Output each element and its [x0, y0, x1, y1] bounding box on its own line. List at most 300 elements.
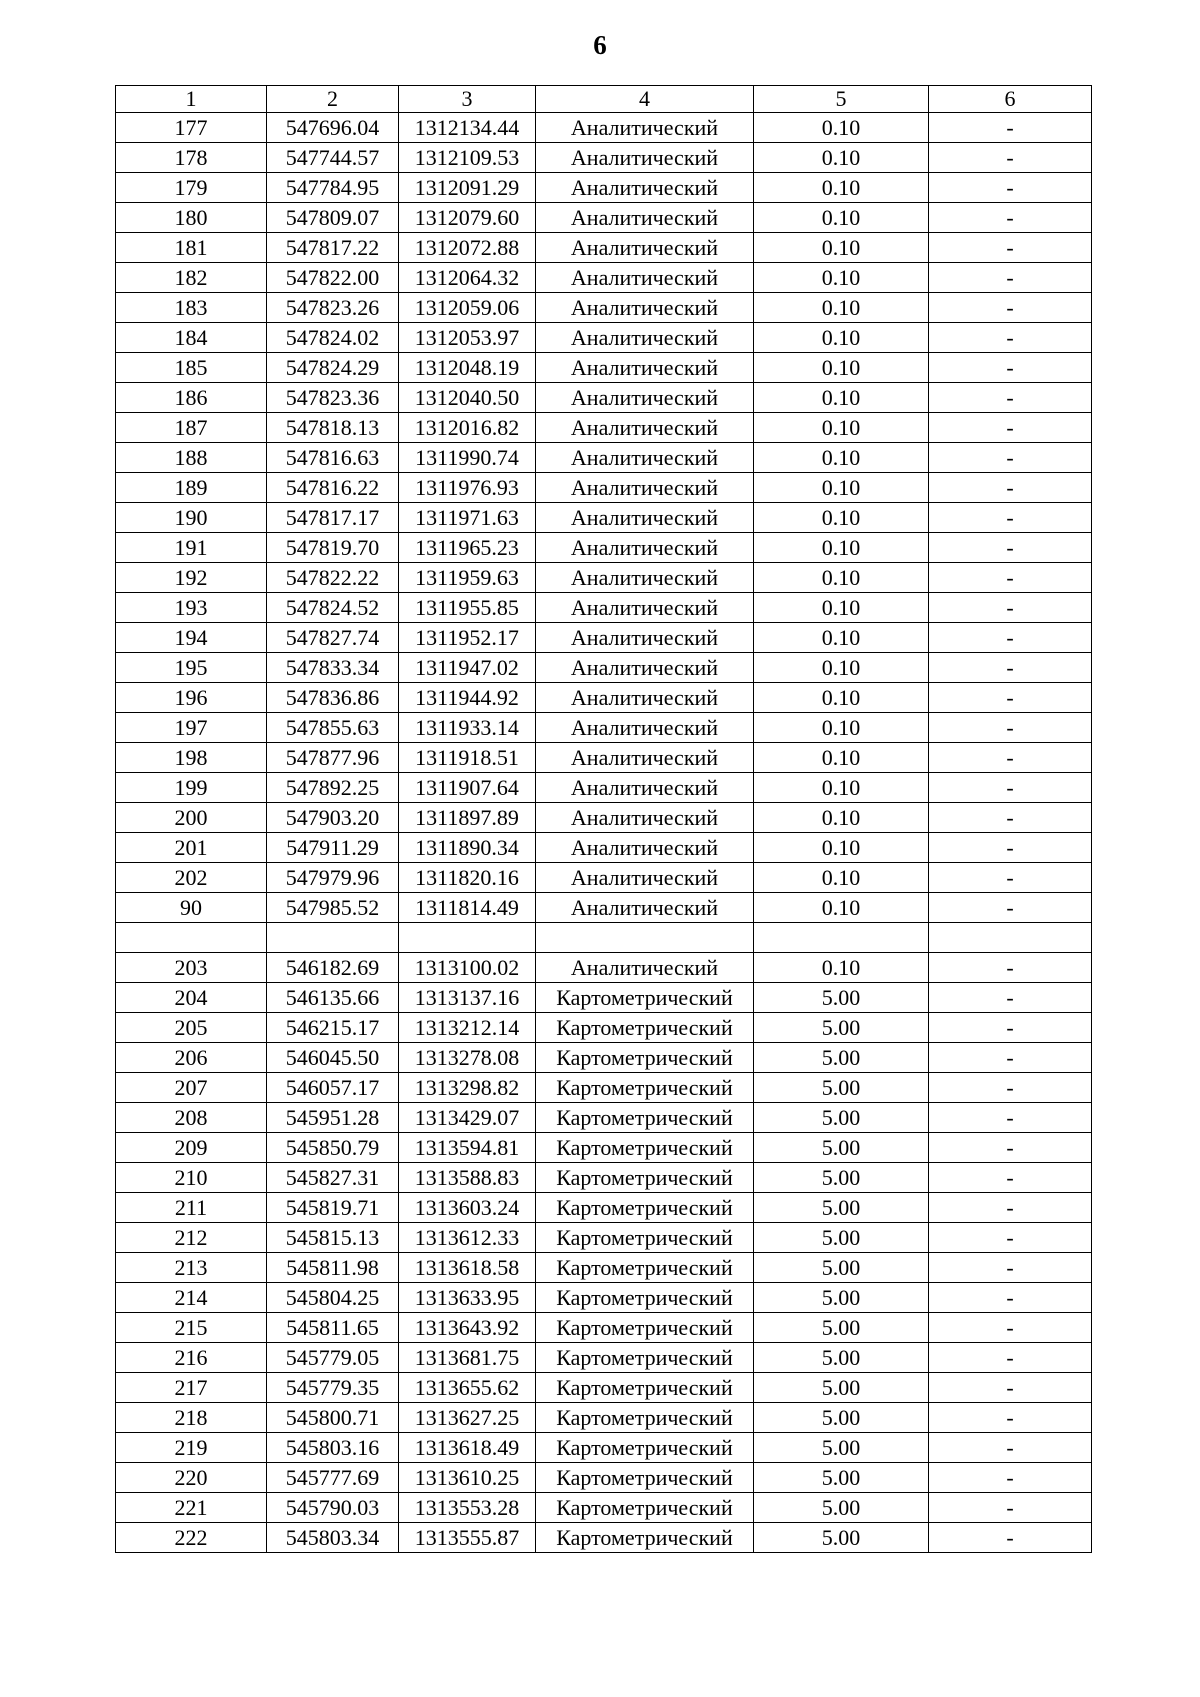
table-row [116, 1313, 1092, 1343]
accuracy-cell: 5.00 [754, 1493, 929, 1523]
method-cell: Аналитический [536, 293, 754, 323]
x-coordinate-cell: 545811.65 [267, 1313, 399, 1343]
note-cell: - [929, 1253, 1092, 1283]
note-cell [929, 923, 1092, 953]
point-number-cell: 219 [116, 1433, 267, 1463]
point-number-cell: 194 [116, 623, 267, 653]
y-coordinate-cell: 1313588.83 [399, 1163, 536, 1193]
table-row [116, 1283, 1092, 1313]
x-coordinate-cell: 547892.25 [267, 773, 399, 803]
table-row [116, 1133, 1092, 1163]
x-coordinate-cell: 545803.34 [267, 1523, 399, 1553]
accuracy-cell: 0.10 [754, 623, 929, 653]
accuracy-cell: 0.10 [754, 353, 929, 383]
note-cell: - [929, 683, 1092, 713]
column-header: 1 [116, 86, 267, 113]
table-row [116, 353, 1092, 383]
table-row [116, 293, 1092, 323]
point-number-cell: 182 [116, 263, 267, 293]
x-coordinate-cell: 547877.96 [267, 743, 399, 773]
point-number-cell: 192 [116, 563, 267, 593]
table-row [116, 1163, 1092, 1193]
y-coordinate-cell: 1313603.24 [399, 1193, 536, 1223]
method-cell: Аналитический [536, 773, 754, 803]
note-cell: - [929, 1133, 1092, 1163]
note-cell: - [929, 713, 1092, 743]
accuracy-cell: 0.10 [754, 383, 929, 413]
table-row [116, 1013, 1092, 1043]
accuracy-cell: 0.10 [754, 713, 929, 743]
x-coordinate-cell: 546182.69 [267, 953, 399, 983]
accuracy-cell: 0.10 [754, 803, 929, 833]
method-cell: Аналитический [536, 503, 754, 533]
table-row [116, 593, 1092, 623]
note-cell: - [929, 773, 1092, 803]
accuracy-cell: 0.10 [754, 833, 929, 863]
y-coordinate-cell: 1312048.19 [399, 353, 536, 383]
x-coordinate-cell: 545815.13 [267, 1223, 399, 1253]
y-coordinate-cell: 1313212.14 [399, 1013, 536, 1043]
x-coordinate-cell: 547911.29 [267, 833, 399, 863]
table-row [116, 803, 1092, 833]
note-cell: - [929, 413, 1092, 443]
y-coordinate-cell: 1311971.63 [399, 503, 536, 533]
table-row [116, 1073, 1092, 1103]
y-coordinate-cell: 1313643.92 [399, 1313, 536, 1343]
table-row [116, 1523, 1092, 1553]
note-cell: - [929, 1163, 1092, 1193]
point-number-cell: 180 [116, 203, 267, 233]
x-coordinate-cell: 547823.26 [267, 293, 399, 323]
x-coordinate-cell: 547824.52 [267, 593, 399, 623]
method-cell: Аналитический [536, 863, 754, 893]
y-coordinate-cell: 1313298.82 [399, 1073, 536, 1103]
note-cell: - [929, 863, 1092, 893]
method-cell: Картометрический [536, 1343, 754, 1373]
y-coordinate-cell: 1313610.25 [399, 1463, 536, 1493]
method-cell: Аналитический [536, 803, 754, 833]
table-row [116, 1343, 1092, 1373]
accuracy-cell: 5.00 [754, 1343, 929, 1373]
point-number-cell: 202 [116, 863, 267, 893]
note-cell: - [929, 503, 1092, 533]
note-cell: - [929, 203, 1092, 233]
table-row [116, 1373, 1092, 1403]
y-coordinate-cell: 1312053.97 [399, 323, 536, 353]
note-cell: - [929, 383, 1092, 413]
table-row [116, 173, 1092, 203]
x-coordinate-cell: 547822.00 [267, 263, 399, 293]
method-cell: Аналитический [536, 893, 754, 923]
accuracy-cell: 5.00 [754, 1253, 929, 1283]
note-cell: - [929, 833, 1092, 863]
header-row [116, 86, 1092, 113]
x-coordinate-cell: 547823.36 [267, 383, 399, 413]
x-coordinate-cell: 547816.63 [267, 443, 399, 473]
x-coordinate-cell: 547744.57 [267, 143, 399, 173]
y-coordinate-cell: 1311897.89 [399, 803, 536, 833]
accuracy-cell: 5.00 [754, 1223, 929, 1253]
method-cell: Картометрический [536, 1313, 754, 1343]
note-cell: - [929, 113, 1092, 143]
table-row [116, 473, 1092, 503]
y-coordinate-cell: 1311944.92 [399, 683, 536, 713]
note-cell: - [929, 623, 1092, 653]
accuracy-cell: 0.10 [754, 593, 929, 623]
table-row [116, 503, 1092, 533]
x-coordinate-cell: 545819.71 [267, 1193, 399, 1223]
method-cell: Аналитический [536, 113, 754, 143]
table-row [116, 1493, 1092, 1523]
point-number-cell: 221 [116, 1493, 267, 1523]
note-cell: - [929, 893, 1092, 923]
x-coordinate-cell: 546135.66 [267, 983, 399, 1013]
note-cell: - [929, 1223, 1092, 1253]
y-coordinate-cell: 1313618.58 [399, 1253, 536, 1283]
table-row [116, 533, 1092, 563]
point-number-cell [116, 923, 267, 953]
x-coordinate-cell: 547824.29 [267, 353, 399, 383]
point-number-cell: 201 [116, 833, 267, 863]
note-cell: - [929, 1343, 1092, 1373]
method-cell: Аналитический [536, 743, 754, 773]
table-row [116, 863, 1092, 893]
method-cell: Аналитический [536, 953, 754, 983]
point-number-cell: 210 [116, 1163, 267, 1193]
method-cell: Аналитический [536, 143, 754, 173]
accuracy-cell: 0.10 [754, 203, 929, 233]
note-cell: - [929, 1283, 1092, 1313]
accuracy-cell: 0.10 [754, 473, 929, 503]
x-coordinate-cell: 545800.71 [267, 1403, 399, 1433]
method-cell: Картометрический [536, 1283, 754, 1313]
method-cell: Аналитический [536, 713, 754, 743]
point-number-cell: 205 [116, 1013, 267, 1043]
method-cell: Картометрический [536, 1523, 754, 1553]
accuracy-cell: 0.10 [754, 293, 929, 323]
table-row [116, 1403, 1092, 1433]
y-coordinate-cell: 1313633.95 [399, 1283, 536, 1313]
column-header: 2 [267, 86, 399, 113]
column-header: 6 [929, 86, 1092, 113]
method-cell: Аналитический [536, 383, 754, 413]
y-coordinate-cell: 1311965.23 [399, 533, 536, 563]
method-cell: Картометрический [536, 1133, 754, 1163]
y-coordinate-cell: 1312040.50 [399, 383, 536, 413]
method-cell: Аналитический [536, 833, 754, 863]
method-cell: Аналитический [536, 203, 754, 233]
table-row [116, 113, 1092, 143]
y-coordinate-cell: 1312059.06 [399, 293, 536, 323]
point-number-cell: 200 [116, 803, 267, 833]
table-row [116, 563, 1092, 593]
note-cell: - [929, 443, 1092, 473]
accuracy-cell: 5.00 [754, 1193, 929, 1223]
x-coordinate-cell: 546045.50 [267, 1043, 399, 1073]
y-coordinate-cell: 1312079.60 [399, 203, 536, 233]
point-number-cell: 214 [116, 1283, 267, 1313]
method-cell: Аналитический [536, 353, 754, 383]
table-row [116, 833, 1092, 863]
table-row [116, 143, 1092, 173]
accuracy-cell: 0.10 [754, 563, 929, 593]
method-cell: Аналитический [536, 473, 754, 503]
point-number-cell: 191 [116, 533, 267, 563]
x-coordinate-cell: 545777.69 [267, 1463, 399, 1493]
x-coordinate-cell [267, 923, 399, 953]
method-cell: Картометрический [536, 983, 754, 1013]
note-cell: - [929, 1493, 1092, 1523]
accuracy-cell: 0.10 [754, 143, 929, 173]
x-coordinate-cell: 545804.25 [267, 1283, 399, 1313]
table-row [116, 413, 1092, 443]
method-cell: Аналитический [536, 263, 754, 293]
method-cell: Картометрический [536, 1223, 754, 1253]
y-coordinate-cell: 1311952.17 [399, 623, 536, 653]
y-coordinate-cell: 1311955.85 [399, 593, 536, 623]
y-coordinate-cell: 1313612.33 [399, 1223, 536, 1253]
point-number-cell: 187 [116, 413, 267, 443]
table-row [116, 713, 1092, 743]
x-coordinate-cell: 545779.35 [267, 1373, 399, 1403]
point-number-cell: 220 [116, 1463, 267, 1493]
x-coordinate-cell: 545811.98 [267, 1253, 399, 1283]
coordinates-table-body [116, 86, 1092, 1553]
accuracy-cell [754, 923, 929, 953]
table-row [116, 1433, 1092, 1463]
y-coordinate-cell: 1313278.08 [399, 1043, 536, 1073]
method-cell: Аналитический [536, 593, 754, 623]
method-cell: Картометрический [536, 1043, 754, 1073]
table-row [116, 203, 1092, 233]
accuracy-cell: 0.10 [754, 683, 929, 713]
column-header: 4 [536, 86, 754, 113]
point-number-cell: 216 [116, 1343, 267, 1373]
point-number-cell: 212 [116, 1223, 267, 1253]
method-cell: Картометрический [536, 1103, 754, 1133]
x-coordinate-cell: 547833.34 [267, 653, 399, 683]
point-number-cell: 209 [116, 1133, 267, 1163]
table-row [116, 233, 1092, 263]
y-coordinate-cell [399, 923, 536, 953]
method-cell: Аналитический [536, 413, 754, 443]
point-number-cell: 218 [116, 1403, 267, 1433]
point-number-cell: 184 [116, 323, 267, 353]
table-row [116, 923, 1092, 953]
point-number-cell: 197 [116, 713, 267, 743]
note-cell: - [929, 743, 1092, 773]
point-number-cell: 217 [116, 1373, 267, 1403]
accuracy-cell: 0.10 [754, 533, 929, 563]
table-row [116, 893, 1092, 923]
column-header: 5 [754, 86, 929, 113]
y-coordinate-cell: 1312091.29 [399, 173, 536, 203]
x-coordinate-cell: 547817.17 [267, 503, 399, 533]
point-number-cell: 198 [116, 743, 267, 773]
accuracy-cell: 5.00 [754, 1403, 929, 1433]
page-number: 6 [593, 30, 607, 60]
y-coordinate-cell: 1312072.88 [399, 233, 536, 263]
method-cell: Картометрический [536, 1163, 754, 1193]
accuracy-cell: 5.00 [754, 1313, 929, 1343]
method-cell: Аналитический [536, 233, 754, 263]
table-row [116, 653, 1092, 683]
accuracy-cell: 0.10 [754, 443, 929, 473]
method-cell: Картометрический [536, 1373, 754, 1403]
coordinates-table [115, 85, 1092, 1553]
table-row [116, 1103, 1092, 1133]
method-cell: Картометрический [536, 1013, 754, 1043]
accuracy-cell: 0.10 [754, 323, 929, 353]
column-header: 3 [399, 86, 536, 113]
note-cell: - [929, 1403, 1092, 1433]
accuracy-cell: 0.10 [754, 743, 929, 773]
point-number-cell: 207 [116, 1073, 267, 1103]
accuracy-cell: 0.10 [754, 413, 929, 443]
x-coordinate-cell: 547809.07 [267, 203, 399, 233]
point-number-cell: 183 [116, 293, 267, 323]
x-coordinate-cell: 546215.17 [267, 1013, 399, 1043]
y-coordinate-cell: 1311918.51 [399, 743, 536, 773]
accuracy-cell: 0.10 [754, 773, 929, 803]
method-cell: Аналитический [536, 173, 754, 203]
table-row [116, 743, 1092, 773]
y-coordinate-cell: 1313594.81 [399, 1133, 536, 1163]
accuracy-cell: 5.00 [754, 1073, 929, 1103]
note-cell: - [929, 653, 1092, 683]
y-coordinate-cell: 1313681.75 [399, 1343, 536, 1373]
note-cell: - [929, 173, 1092, 203]
note-cell: - [929, 1043, 1092, 1073]
note-cell: - [929, 983, 1092, 1013]
point-number-cell: 190 [116, 503, 267, 533]
x-coordinate-cell: 547903.20 [267, 803, 399, 833]
x-coordinate-cell: 547824.02 [267, 323, 399, 353]
method-cell: Аналитический [536, 653, 754, 683]
y-coordinate-cell: 1313137.16 [399, 983, 536, 1013]
x-coordinate-cell: 547784.95 [267, 173, 399, 203]
x-coordinate-cell: 547816.22 [267, 473, 399, 503]
y-coordinate-cell: 1313553.28 [399, 1493, 536, 1523]
x-coordinate-cell: 547836.86 [267, 683, 399, 713]
point-number-cell: 185 [116, 353, 267, 383]
x-coordinate-cell: 545803.16 [267, 1433, 399, 1463]
x-coordinate-cell: 547822.22 [267, 563, 399, 593]
note-cell: - [929, 1373, 1092, 1403]
table-row [116, 263, 1092, 293]
table-row [116, 683, 1092, 713]
note-cell: - [929, 593, 1092, 623]
accuracy-cell: 0.10 [754, 863, 929, 893]
y-coordinate-cell: 1313655.62 [399, 1373, 536, 1403]
note-cell: - [929, 293, 1092, 323]
table-row [116, 1253, 1092, 1283]
y-coordinate-cell: 1311814.49 [399, 893, 536, 923]
note-cell: - [929, 563, 1092, 593]
accuracy-cell: 0.10 [754, 653, 929, 683]
accuracy-cell: 5.00 [754, 1103, 929, 1133]
note-cell: - [929, 1523, 1092, 1553]
point-number-cell: 177 [116, 113, 267, 143]
note-cell: - [929, 473, 1092, 503]
x-coordinate-cell: 545951.28 [267, 1103, 399, 1133]
y-coordinate-cell: 1311990.74 [399, 443, 536, 473]
method-cell: Картометрический [536, 1073, 754, 1103]
accuracy-cell: 0.10 [754, 113, 929, 143]
table-row [116, 443, 1092, 473]
y-coordinate-cell: 1311933.14 [399, 713, 536, 743]
x-coordinate-cell: 547827.74 [267, 623, 399, 653]
accuracy-cell: 5.00 [754, 1163, 929, 1193]
y-coordinate-cell: 1311947.02 [399, 653, 536, 683]
x-coordinate-cell: 545850.79 [267, 1133, 399, 1163]
table-row [116, 1043, 1092, 1073]
x-coordinate-cell: 545827.31 [267, 1163, 399, 1193]
y-coordinate-cell: 1313429.07 [399, 1103, 536, 1133]
point-number-cell: 203 [116, 953, 267, 983]
note-cell: - [929, 533, 1092, 563]
note-cell: - [929, 1313, 1092, 1343]
note-cell: - [929, 323, 1092, 353]
point-number-cell: 186 [116, 383, 267, 413]
x-coordinate-cell: 547855.63 [267, 713, 399, 743]
y-coordinate-cell: 1313627.25 [399, 1403, 536, 1433]
accuracy-cell: 5.00 [754, 1373, 929, 1403]
point-number-cell: 193 [116, 593, 267, 623]
method-cell: Картометрический [536, 1403, 754, 1433]
note-cell: - [929, 1103, 1092, 1133]
note-cell: - [929, 1013, 1092, 1043]
accuracy-cell: 5.00 [754, 983, 929, 1013]
method-cell: Аналитический [536, 533, 754, 563]
y-coordinate-cell: 1311959.63 [399, 563, 536, 593]
x-coordinate-cell: 547985.52 [267, 893, 399, 923]
x-coordinate-cell: 547696.04 [267, 113, 399, 143]
table-row [116, 383, 1092, 413]
accuracy-cell: 0.10 [754, 173, 929, 203]
method-cell: Аналитический [536, 323, 754, 353]
x-coordinate-cell: 545779.05 [267, 1343, 399, 1373]
y-coordinate-cell: 1311890.34 [399, 833, 536, 863]
y-coordinate-cell: 1311907.64 [399, 773, 536, 803]
accuracy-cell: 0.10 [754, 503, 929, 533]
table-row [116, 1193, 1092, 1223]
accuracy-cell: 0.10 [754, 263, 929, 293]
accuracy-cell: 5.00 [754, 1433, 929, 1463]
table-row [116, 953, 1092, 983]
accuracy-cell: 5.00 [754, 1043, 929, 1073]
note-cell: - [929, 233, 1092, 263]
x-coordinate-cell: 545790.03 [267, 1493, 399, 1523]
note-cell: - [929, 263, 1092, 293]
table-row [116, 983, 1092, 1013]
point-number-cell: 208 [116, 1103, 267, 1133]
method-cell: Аналитический [536, 563, 754, 593]
accuracy-cell: 0.10 [754, 893, 929, 923]
accuracy-cell: 5.00 [754, 1283, 929, 1313]
y-coordinate-cell: 1313100.02 [399, 953, 536, 983]
method-cell: Аналитический [536, 443, 754, 473]
x-coordinate-cell: 546057.17 [267, 1073, 399, 1103]
note-cell: - [929, 953, 1092, 983]
point-number-cell: 189 [116, 473, 267, 503]
accuracy-cell: 5.00 [754, 1523, 929, 1553]
point-number-cell: 90 [116, 893, 267, 923]
accuracy-cell: 5.00 [754, 1133, 929, 1163]
note-cell: - [929, 803, 1092, 833]
point-number-cell: 215 [116, 1313, 267, 1343]
note-cell: - [929, 353, 1092, 383]
